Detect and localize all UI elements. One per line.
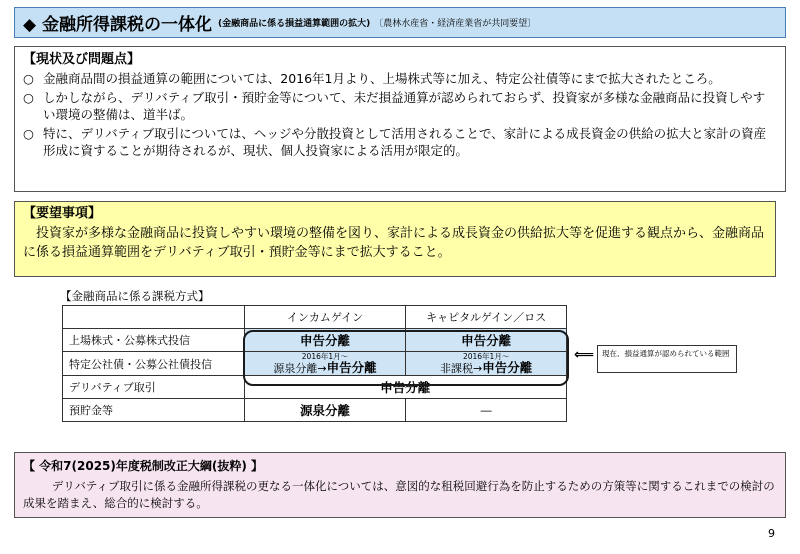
range-note: 現在、損益通算が認められている範囲 xyxy=(597,345,737,373)
table-row xyxy=(63,399,567,422)
table-caption: 【金融商品に係る課税方式】 xyxy=(60,289,210,303)
status-item xyxy=(23,125,777,159)
status-item xyxy=(23,70,777,87)
page-title-bar xyxy=(14,7,786,38)
reform-section xyxy=(14,452,786,518)
table-row xyxy=(63,329,567,352)
row-label: デリバティブ取引 xyxy=(63,376,245,399)
status-heading: 【現状及び問題点】 xyxy=(23,52,141,67)
table-header-row xyxy=(63,306,567,329)
row-label: 上場株式・公募株式投信 xyxy=(63,329,245,352)
cell-income xyxy=(244,352,406,376)
bullet-circle-icon: ○ xyxy=(23,126,34,141)
table-row xyxy=(63,352,567,376)
date-note: 2016年1月～ xyxy=(462,352,510,361)
reform-text: デリバティブ取引に係る金融所得課税の更なる一体化については、意図的な租税回避行為を防止するための方策等に関するこれまでの検討の成果を踏まえ、総合的に検討する。 xyxy=(23,479,775,510)
reform-heading: 【 令和7(2025)年度税制改正大綱(抜粋) 】 xyxy=(23,459,264,473)
page-subtitle: (金融商品に係る損益通算範囲の拡大) xyxy=(218,19,371,29)
cell-capital: ― xyxy=(406,399,567,422)
cell-merged: 申告分離 xyxy=(244,376,566,399)
table-corner-cell xyxy=(63,306,245,329)
bullet-circle-icon: ○ xyxy=(23,71,34,86)
request-section xyxy=(14,201,776,277)
status-item xyxy=(23,89,777,123)
header-capital-gain: キャピタルゲイン／ロス xyxy=(406,306,567,329)
date-note: 2016年1月～ xyxy=(301,352,349,361)
status-item-text: しかしながら、デリバティブ取引・預貯金等について、未だ損益通算が認められておらず、投資家が多様な金融商品に投資しやすい環境の整備は、道半ば。 xyxy=(43,90,766,122)
page-number: 9 xyxy=(768,527,775,540)
previous-method: 源泉分離→ xyxy=(273,362,327,375)
current-method: 申告分離 xyxy=(482,360,533,375)
cell-capital: 申告分離 xyxy=(406,329,567,352)
request-heading: 【要望事項】 xyxy=(23,206,102,221)
status-item-text: 金融商品間の損益通算の範囲については、2016年1月より、上場株式等に加え、特定公社債等にまで拡大されたところ。 xyxy=(43,71,721,86)
requester-note: 〔農林水産省・経済産業省が共同要望〕 xyxy=(374,19,537,29)
previous-method: 非課税→ xyxy=(440,362,483,375)
status-item-text: 特に、デリバティブ取引については、ヘッジや分散投資として活用されることで、家計による成長資金の供給の拡大と家計の資産形成に資することが期待されるが、現状、個人投資家による活用が限定的。 xyxy=(43,126,767,158)
current-method: 申告分離 xyxy=(326,360,377,375)
status-section xyxy=(14,46,786,192)
header-income-gain: インカムゲイン xyxy=(244,306,406,329)
cell-income: 源泉分離 xyxy=(244,399,406,422)
left-arrow-icon: ⟸ xyxy=(574,347,595,363)
row-label: 特定公社債・公募公社債投信 xyxy=(63,352,245,376)
taxation-table xyxy=(62,305,567,422)
table-row xyxy=(63,376,567,399)
page-title: ◆ 金融所得課税の一体化 xyxy=(23,15,212,35)
row-label: 預貯金等 xyxy=(63,399,245,422)
cell-income: 申告分離 xyxy=(244,329,406,352)
cell-capital xyxy=(406,352,567,376)
request-text: 投資家が多様な金融商品に投資しやすい環境の整備を図り、家計による成長資金の供給拡大等を促進する観点から、金融商品に係る損益通算範囲をデリバティブ取引・預貯金等にまで拡大すること。 xyxy=(23,226,765,260)
bullet-circle-icon: ○ xyxy=(23,90,34,105)
